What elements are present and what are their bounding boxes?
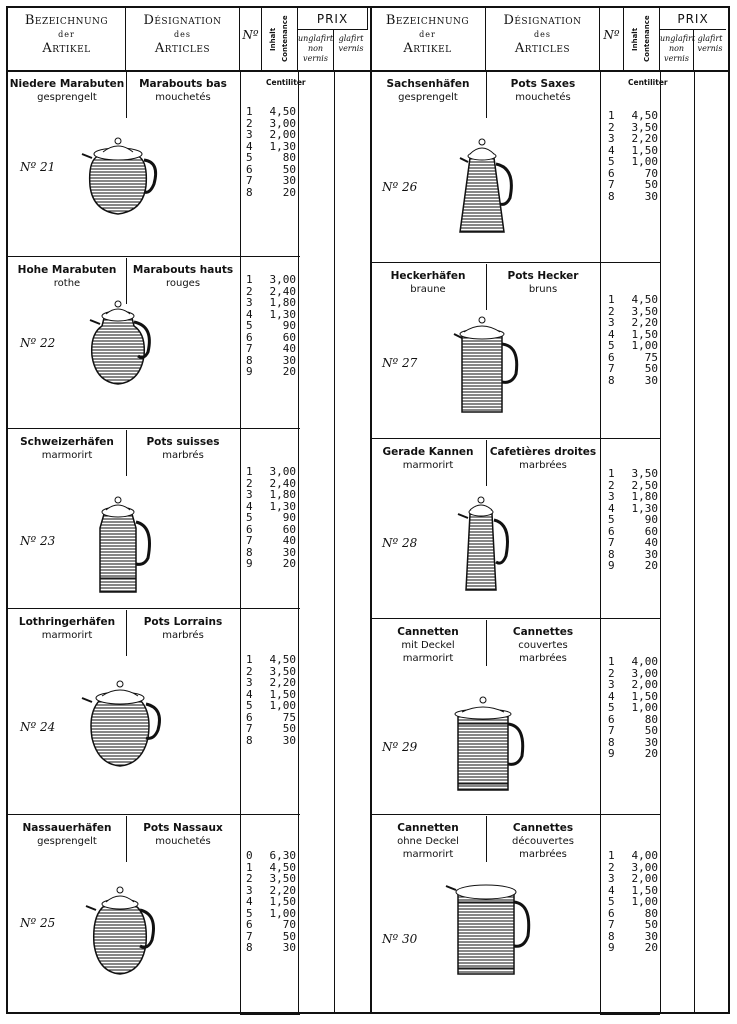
catalog-entry	[370, 262, 728, 438]
unit-label: Centiliter	[628, 78, 668, 87]
german-name: Niedere Marabuten	[9, 78, 125, 90]
header-bez-2: der	[419, 30, 436, 39]
header-des-1: Désignation	[503, 13, 582, 28]
header-unglaz-1: unglafirt	[660, 34, 696, 43]
size-numbers: 1 2 3 4 5 6 7 8	[608, 293, 615, 387]
french-name: Pots Lorrains	[143, 616, 223, 628]
french-finish: bruns	[528, 284, 558, 295]
french-finish: marbrés	[162, 630, 204, 641]
header-bez-3: Artikel	[403, 41, 452, 56]
entry-divider	[370, 262, 602, 263]
german-finish: mit Deckel	[401, 640, 455, 651]
header-number: Nº	[600, 8, 624, 70]
size-numbers: 1 2 3 4 5 6 7 8 9	[608, 467, 615, 572]
pot-illustration	[440, 304, 540, 422]
german-name: Schweizerhäfen	[20, 436, 114, 448]
header-number: Nº	[240, 8, 262, 70]
capacities: 3,00 2,40 1,80 1,30 90 60 40 30 20	[269, 465, 296, 570]
german-name: Nassauerhäfen	[22, 822, 112, 834]
french-name: Cannettes	[512, 822, 574, 834]
header-prix: PRIX	[298, 8, 368, 30]
catalog-entry	[8, 814, 370, 1014]
german-finish: rothe	[53, 278, 81, 289]
catalog-entry	[370, 70, 728, 262]
item-number: Nº 23	[20, 534, 56, 548]
german-finish: marmorirt	[41, 630, 93, 641]
capacities: 4,50 3,50 2,20 1,50 1,00 75 50 30	[631, 293, 658, 387]
left-column	[8, 8, 372, 1012]
header-des-2: des	[534, 30, 551, 39]
capacities: 4,50 3,50 2,20 1,50 1,00 75 50 30	[269, 653, 296, 747]
header-unglaz-3: vernis	[303, 54, 328, 63]
german-name: Gerade Kannen	[382, 446, 474, 458]
header-prix: PRIX	[660, 8, 726, 30]
capacities: 3,50 2,50 1,80 1,30 90 60 40 30 20	[631, 467, 658, 572]
french-name: Pots suisses	[146, 436, 220, 448]
item-number: Nº 26	[382, 180, 418, 194]
header-unglazed	[298, 30, 334, 70]
french-finish: découvertes	[512, 836, 574, 847]
entry-divider	[370, 814, 602, 815]
pot-illustration	[440, 866, 540, 984]
entry-divider	[240, 1014, 300, 1015]
size-numbers: 1 2 3 4 5 6 7 8 9	[608, 655, 615, 760]
item-number: Nº 30	[382, 932, 418, 946]
french-finish: mouchetés	[155, 836, 211, 847]
catalog-entry	[370, 814, 728, 1014]
header-cap-2: Contenance	[281, 15, 289, 63]
german-name: Sachsenhäfen	[386, 78, 470, 90]
capacities: 4,00 3,00 2,00 1,50 1,00 80 50 30 20	[631, 655, 658, 760]
german-finish-2: marmorirt	[402, 849, 454, 860]
header-glaz-1: glafirt	[338, 34, 364, 43]
right-column	[370, 8, 728, 1012]
size-numbers: 1 2 3 4 5 6 7 8	[608, 109, 615, 203]
header-glaz-2: vernis	[338, 44, 364, 53]
german-finish: ohne Deckel	[397, 836, 459, 847]
german-finish: gesprengelt	[37, 92, 97, 103]
capacities: 4,00 3,00 2,00 1,50 1,00 80 50 30 20	[631, 849, 658, 954]
size-numbers: 1 2 3 4 5 6 7 8	[246, 653, 253, 747]
header-glazed	[694, 30, 726, 70]
header-unglaz-3: vernis	[664, 54, 689, 63]
header-des-3: Articles	[514, 41, 571, 56]
german-name: Heckerhäfen	[390, 270, 466, 282]
french-finish-2: marbrées	[519, 849, 567, 860]
german-name: Cannetten	[397, 822, 459, 834]
catalog-entry	[8, 256, 370, 428]
item-number: Nº 21	[20, 160, 56, 174]
header-bez-1: Bezeichnung	[24, 13, 109, 28]
entry-divider	[600, 1014, 660, 1015]
german-finish: marmorirt	[41, 450, 93, 461]
entry-divider	[370, 438, 602, 439]
french-name: Cannettes	[512, 626, 574, 638]
german-name: Lothringerhäfen	[18, 616, 116, 628]
unit-label: Centiliter	[266, 78, 306, 87]
french-name: Pots Nassaux	[143, 822, 223, 834]
right-header	[370, 8, 728, 72]
header-bezeichnung	[8, 8, 126, 70]
catalog-entry	[370, 618, 728, 814]
french-name: Marabouts bas	[139, 78, 227, 90]
german-name: Cannetten	[397, 626, 459, 638]
capacities: 6,30 4,50 3,50 2,20 1,50 1,00 70 50 30	[269, 849, 296, 954]
pot-illustration	[440, 122, 540, 240]
pot-illustration	[78, 286, 178, 404]
french-name: Marabouts hauts	[132, 264, 234, 276]
header-cap-2: Contenance	[643, 15, 651, 63]
header-designation	[486, 8, 600, 70]
pot-illustration	[78, 126, 178, 244]
size-numbers: 0 1 2 3 4 5 6 7 8	[246, 849, 253, 954]
header-bez-2: der	[58, 30, 75, 39]
french-finish: rouges	[165, 278, 201, 289]
german-name: Hohe Marabuten	[17, 264, 117, 276]
size-numbers: 1 2 3 4 5 6 7 8	[246, 105, 253, 199]
capacities: 3,00 2,40 1,80 1,30 90 60 40 30 20	[269, 273, 296, 378]
size-numbers: 1 2 3 4 5 6 7 8 9	[246, 465, 253, 570]
german-finish: braune	[410, 284, 446, 295]
catalog-entry	[8, 428, 370, 608]
item-number: Nº 24	[20, 720, 56, 734]
french-finish: marbrées	[519, 460, 567, 471]
pot-illustration	[78, 482, 178, 600]
header-unglaz-2: non	[668, 44, 685, 53]
german-finish: gesprengelt	[37, 836, 97, 847]
size-numbers: 1 2 3 4 5 6 7 8 9	[608, 849, 615, 954]
header-bez-3: Artikel	[42, 41, 91, 56]
pot-illustration	[78, 668, 178, 786]
pot-illustration	[78, 870, 178, 988]
entry-divider	[8, 256, 240, 257]
header-unglazed	[660, 30, 694, 70]
catalog-page	[6, 6, 730, 1014]
german-finish: gesprengelt	[398, 92, 458, 103]
entry-divider	[8, 814, 240, 815]
french-finish-2: marbrées	[519, 653, 567, 664]
header-glaz-1: glafirt	[697, 34, 723, 43]
header-des-1: Désignation	[143, 13, 222, 28]
size-numbers: 1 2 3 4 5 6 7 8 9	[246, 273, 253, 378]
item-number: Nº 25	[20, 916, 56, 930]
left-header	[8, 8, 370, 72]
entry-divider	[370, 618, 602, 619]
pot-illustration	[440, 686, 540, 804]
capacities: 4,50 3,00 2,00 1,30 80 50 30 20	[269, 105, 296, 199]
french-finish: mouchetés	[155, 92, 211, 103]
header-capacity	[262, 8, 298, 70]
header-des-2: des	[174, 30, 191, 39]
item-number: Nº 29	[382, 740, 418, 754]
header-cap-1: Inhalt	[269, 27, 277, 51]
capacities: 4,50 3,50 2,20 1,50 1,00 70 50 30	[631, 109, 658, 203]
pot-illustration	[440, 480, 540, 598]
french-finish: couvertes	[518, 640, 568, 651]
header-unglaz-2: non	[307, 44, 324, 53]
header-capacity	[624, 8, 660, 70]
french-name: Pots Saxes	[510, 78, 576, 90]
item-number: Nº 28	[382, 536, 418, 550]
item-number: Nº 22	[20, 336, 56, 350]
header-cap-1: Inhalt	[631, 27, 639, 51]
header-designation	[126, 8, 240, 70]
catalog-entry	[8, 70, 370, 256]
header-des-3: Articles	[154, 41, 211, 56]
entry-divider	[8, 428, 240, 429]
german-finish: marmorirt	[402, 460, 454, 471]
header-unglaz-1: unglafirt	[298, 34, 334, 43]
catalog-entry	[370, 438, 728, 618]
header-bezeichnung	[370, 8, 486, 70]
header-bez-1: Bezeichnung	[385, 13, 470, 28]
french-name: Cafetières droites	[489, 446, 597, 458]
catalog-entry	[8, 608, 370, 814]
header-glazed	[334, 30, 368, 70]
french-finish: mouchetés	[515, 92, 571, 103]
german-finish-2: marmorirt	[402, 653, 454, 664]
entry-divider	[8, 608, 240, 609]
item-number: Nº 27	[382, 356, 418, 370]
french-name: Pots Hecker	[507, 270, 579, 282]
header-glaz-2: vernis	[697, 44, 723, 53]
french-finish: marbrés	[162, 450, 204, 461]
